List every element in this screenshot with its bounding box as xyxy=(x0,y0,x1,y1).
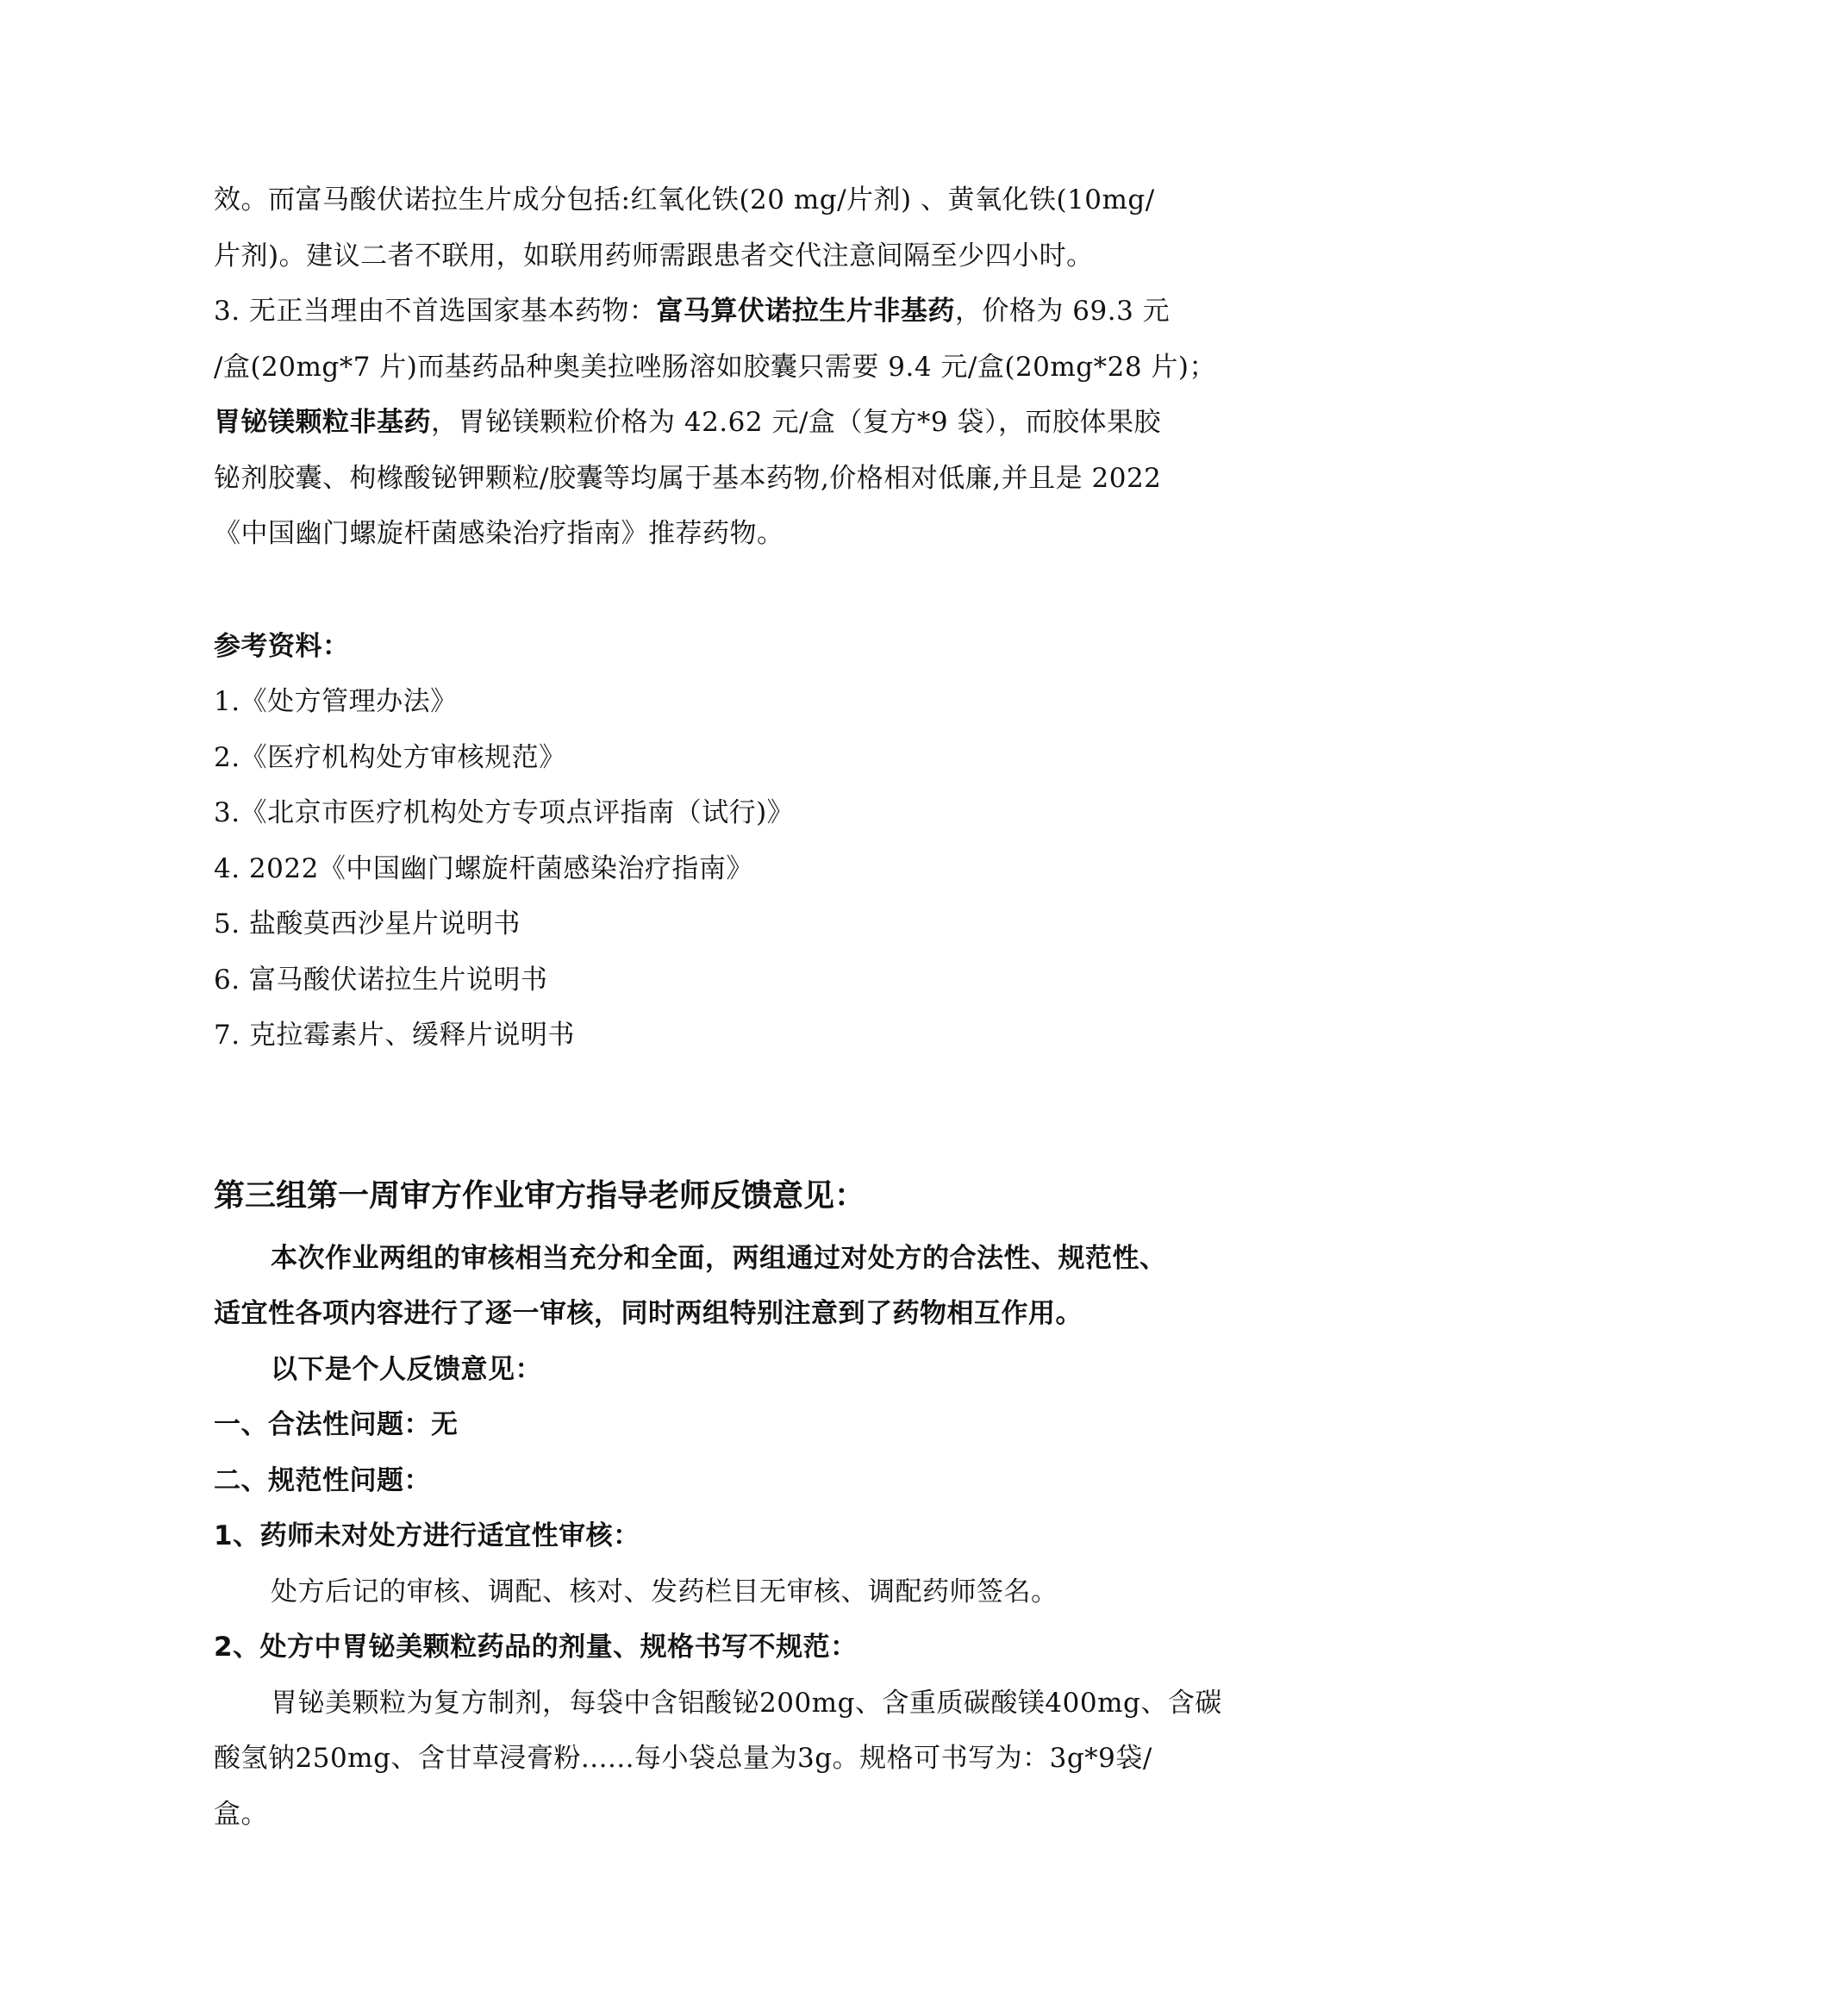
reference-item: 2.《医疗机构处方审核规范》 xyxy=(214,741,566,773)
analysis-line-3-emphasis: 富马算伏诺拉生片非基药 xyxy=(656,296,955,327)
analysis-line-7: 《中国幽门螺旋杆菌感染治疗指南》推荐药物。 xyxy=(214,518,784,549)
analysis-line-4: /盒(20mg*7 片)而基药品种奥美拉唑肠溶如胶囊只需要 9.4 元/盒(20mg*28 片)； xyxy=(214,351,1217,383)
reference-item: 1.《处方管理办法》 xyxy=(214,686,458,717)
feedback-intro: 以下是个人反馈意见： xyxy=(271,1353,542,1385)
feedback-summary-line-2: 适宜性各项内容进行了逐一审核，同时两组特别注意到了药物相互作用。 xyxy=(214,1298,1083,1329)
legality-heading: 一、合法性问题：无 xyxy=(214,1409,459,1440)
issue-1-title: 1、药师未对处方进行适宜性审核： xyxy=(214,1520,640,1551)
document-content xyxy=(214,172,1222,1842)
analysis-line-6: 铋剂胶囊、枸橼酸铋钾颗粒/胶囊等均属于基本药物,价格相对低廉,并且是 2022 xyxy=(214,462,1162,494)
reference-item: 5. 盐酸莫西沙星片说明书 xyxy=(214,908,521,939)
reference-item: 6. 富马酸伏诺拉生片说明书 xyxy=(214,964,548,996)
analysis-line-3 xyxy=(214,284,1222,340)
issue-2-title: 2、处方中胃铋美颗粒药品的剂量、规格书写不规范： xyxy=(214,1632,858,1663)
reference-item: 7. 克拉霉素片、缓释片说明书 xyxy=(214,1020,575,1051)
analysis-line-5-tail: ，胃铋镁颗粒价格为 42.62 元/盒（复方*9 袋），而胶体果胶 xyxy=(431,407,1161,438)
spacer xyxy=(214,562,1222,619)
reference-item: 4. 2022《中国幽门螺旋杆菌感染治疗指南》 xyxy=(214,852,753,884)
issue-2-body-line-1: 胃铋美颗粒为复方制剂，每袋中含铝酸铋200mg、含重质碳酸镁400mg、含碳 xyxy=(271,1687,1222,1719)
analysis-line-3-lead: 3. 无正当理由不首选国家基本药物： xyxy=(214,296,657,327)
analysis-line-3-tail: ，价格为 69.3 元 xyxy=(954,296,1171,327)
reference-item: 3.《北京市医疗机构处方专项点评指南（试行)》 xyxy=(214,797,795,828)
feedback-title: 第三组第一周审方作业审方指导老师反馈意见： xyxy=(214,1177,866,1214)
references-heading: 参考资料： xyxy=(214,630,350,662)
feedback-summary-line-1: 本次作业两组的审核相当充分和全面，两组通过对处方的合法性、规范性、 xyxy=(271,1242,1167,1274)
analysis-line-5 xyxy=(214,395,1222,451)
analysis-line-2: 片剂)。建议二者不联用，如联用药师需跟患者交代注意间隔至少四小时。 xyxy=(214,240,1094,272)
spacer xyxy=(214,1064,1222,1165)
normative-heading: 二、规范性问题： xyxy=(214,1464,431,1496)
analysis-line-1: 效。而富马酸伏诺拉生片成分包括:红氧化铁(20 mg/片剂) 、黄氧化铁(10mg/ xyxy=(214,184,1155,215)
issue-1-body: 处方后记的审核、调配、核对、发药栏目无审核、调配药师签名。 xyxy=(271,1576,1058,1607)
analysis-line-5-emphasis: 胃铋镁颗粒非基药 xyxy=(214,407,431,438)
issue-2-body-line-2: 酸氢钠250mg、含甘草浸膏粉......每小袋总量为3g。规格可书写为：3g*9袋/ xyxy=(214,1743,1152,1774)
issue-2-body-line-3: 盒。 xyxy=(214,1798,268,1830)
